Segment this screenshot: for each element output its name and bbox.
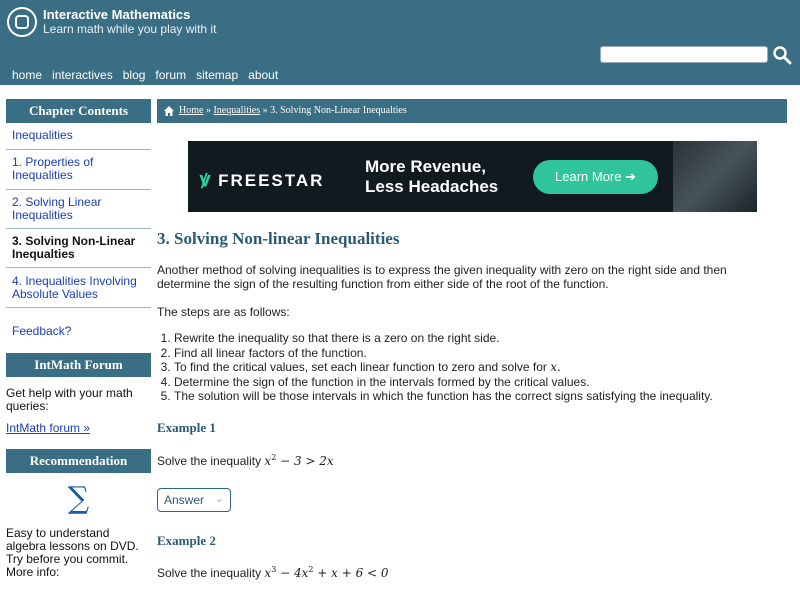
breadcrumb-current: 3. Solving Non-Linear Inequalties bbox=[270, 105, 407, 116]
nav-interactives[interactable]: interactives bbox=[52, 68, 113, 82]
answer-button[interactable]: Answer ⌄ bbox=[157, 488, 231, 512]
ad-photo bbox=[673, 141, 757, 212]
step-item: 3. To find the critical values, set each linear function to zero and solve for x. bbox=[174, 360, 777, 375]
main-nav bbox=[12, 68, 278, 82]
breadcrumb-inequalities[interactable]: Inequalities bbox=[213, 105, 261, 116]
steps-intro: The steps are as follows: bbox=[157, 305, 290, 319]
ad-brand: ꝟ FREESTAR bbox=[200, 169, 325, 191]
chapter-contents-heading: Chapter Contents bbox=[6, 99, 151, 123]
breadcrumb-home[interactable]: Home bbox=[179, 105, 204, 116]
sigma-icon: ∑ bbox=[67, 481, 90, 516]
chevron-down-icon: ⌄ bbox=[214, 493, 224, 505]
intro-paragraph: Another method of solving inequalities is to express the given inequality with zero on the right side and then determine the sign of the resulting function from either side of the root of the function. bbox=[157, 263, 727, 291]
example1-math: $x^2 - 3 > 2x$ bbox=[264, 453, 334, 468]
nav-forum[interactable]: forum bbox=[155, 68, 187, 82]
freestar-logo-icon: ꝟ bbox=[200, 169, 213, 191]
nav-home[interactable]: home bbox=[12, 68, 43, 82]
nav-sitemap[interactable]: sitemap bbox=[196, 68, 239, 82]
step-item: 5. The solution will be those intervals in which the function has the correct signs satisfying the inequality. bbox=[174, 389, 777, 404]
forum-text: Get help with your math queries: bbox=[6, 386, 133, 413]
example1-heading: Example 1 bbox=[157, 420, 216, 435]
step-item: 2. Find all linear factors of the function. bbox=[174, 346, 777, 361]
breadcrumb: Home » Inequalities » 3. Solving Non-Linear Inequalties bbox=[157, 99, 787, 123]
nav-blog[interactable]: blog bbox=[122, 68, 146, 82]
search-icon[interactable] bbox=[772, 45, 792, 65]
example2-text: Solve the inequality $x^3 - 4x^2 + x + 6 < 0$ bbox=[157, 565, 389, 580]
sidebar bbox=[6, 99, 151, 579]
home-icon[interactable] bbox=[163, 105, 175, 117]
nav-about[interactable]: about bbox=[248, 68, 279, 82]
advertisement-banner[interactable] bbox=[188, 141, 757, 212]
recommendation-heading: Recommendation bbox=[6, 449, 151, 473]
site-header bbox=[0, 0, 800, 85]
site-logo-icon[interactable] bbox=[7, 7, 37, 37]
ad-tagline: More Revenue, Less Headaches bbox=[365, 157, 499, 196]
recommendation-text: Easy to understand algebra lessons on DVD. Try before you commit. More info: bbox=[6, 526, 139, 579]
forum-heading: IntMath Forum bbox=[6, 353, 151, 377]
toc-item-linear[interactable]: 2. Solving Linear Inequalities bbox=[6, 190, 151, 229]
page-title: 3. Solving Non-linear Inequalities bbox=[157, 229, 400, 248]
ad-learn-more-button[interactable]: Learn More ➔ bbox=[533, 160, 658, 194]
example2-heading: Example 2 bbox=[157, 533, 216, 548]
toc-item-nonlinear: 3. Solving Non-Linear Inequalties bbox=[6, 229, 151, 268]
search-input[interactable] bbox=[600, 46, 768, 63]
step-item: 1. Rewrite the inequality so that there is a zero on the right side. bbox=[174, 331, 777, 346]
site-title[interactable]: Interactive Mathematics bbox=[43, 7, 191, 22]
example1-text: Solve the inequality $x^2 - 3 > 2x$ bbox=[157, 453, 334, 468]
forum-link[interactable]: IntMath forum » bbox=[6, 421, 91, 435]
site-tagline: Learn math while you play with it bbox=[43, 22, 217, 36]
example2-math: $x^3 - 4x^2 + x + 6 < 0$ bbox=[264, 565, 389, 580]
toc-item-inequalities[interactable]: Inequalities bbox=[6, 123, 151, 150]
toc-item-properties[interactable]: 1. Properties of Inequalities bbox=[6, 150, 151, 190]
feedback-link[interactable]: Feedback? bbox=[12, 324, 72, 338]
steps-list bbox=[157, 331, 777, 404]
step-item: 4. Determine the sign of the function in the intervals formed by the critical values. bbox=[174, 375, 777, 390]
toc-item-absolute[interactable]: 4. Inequalities Involving Absolute Values bbox=[6, 268, 151, 308]
